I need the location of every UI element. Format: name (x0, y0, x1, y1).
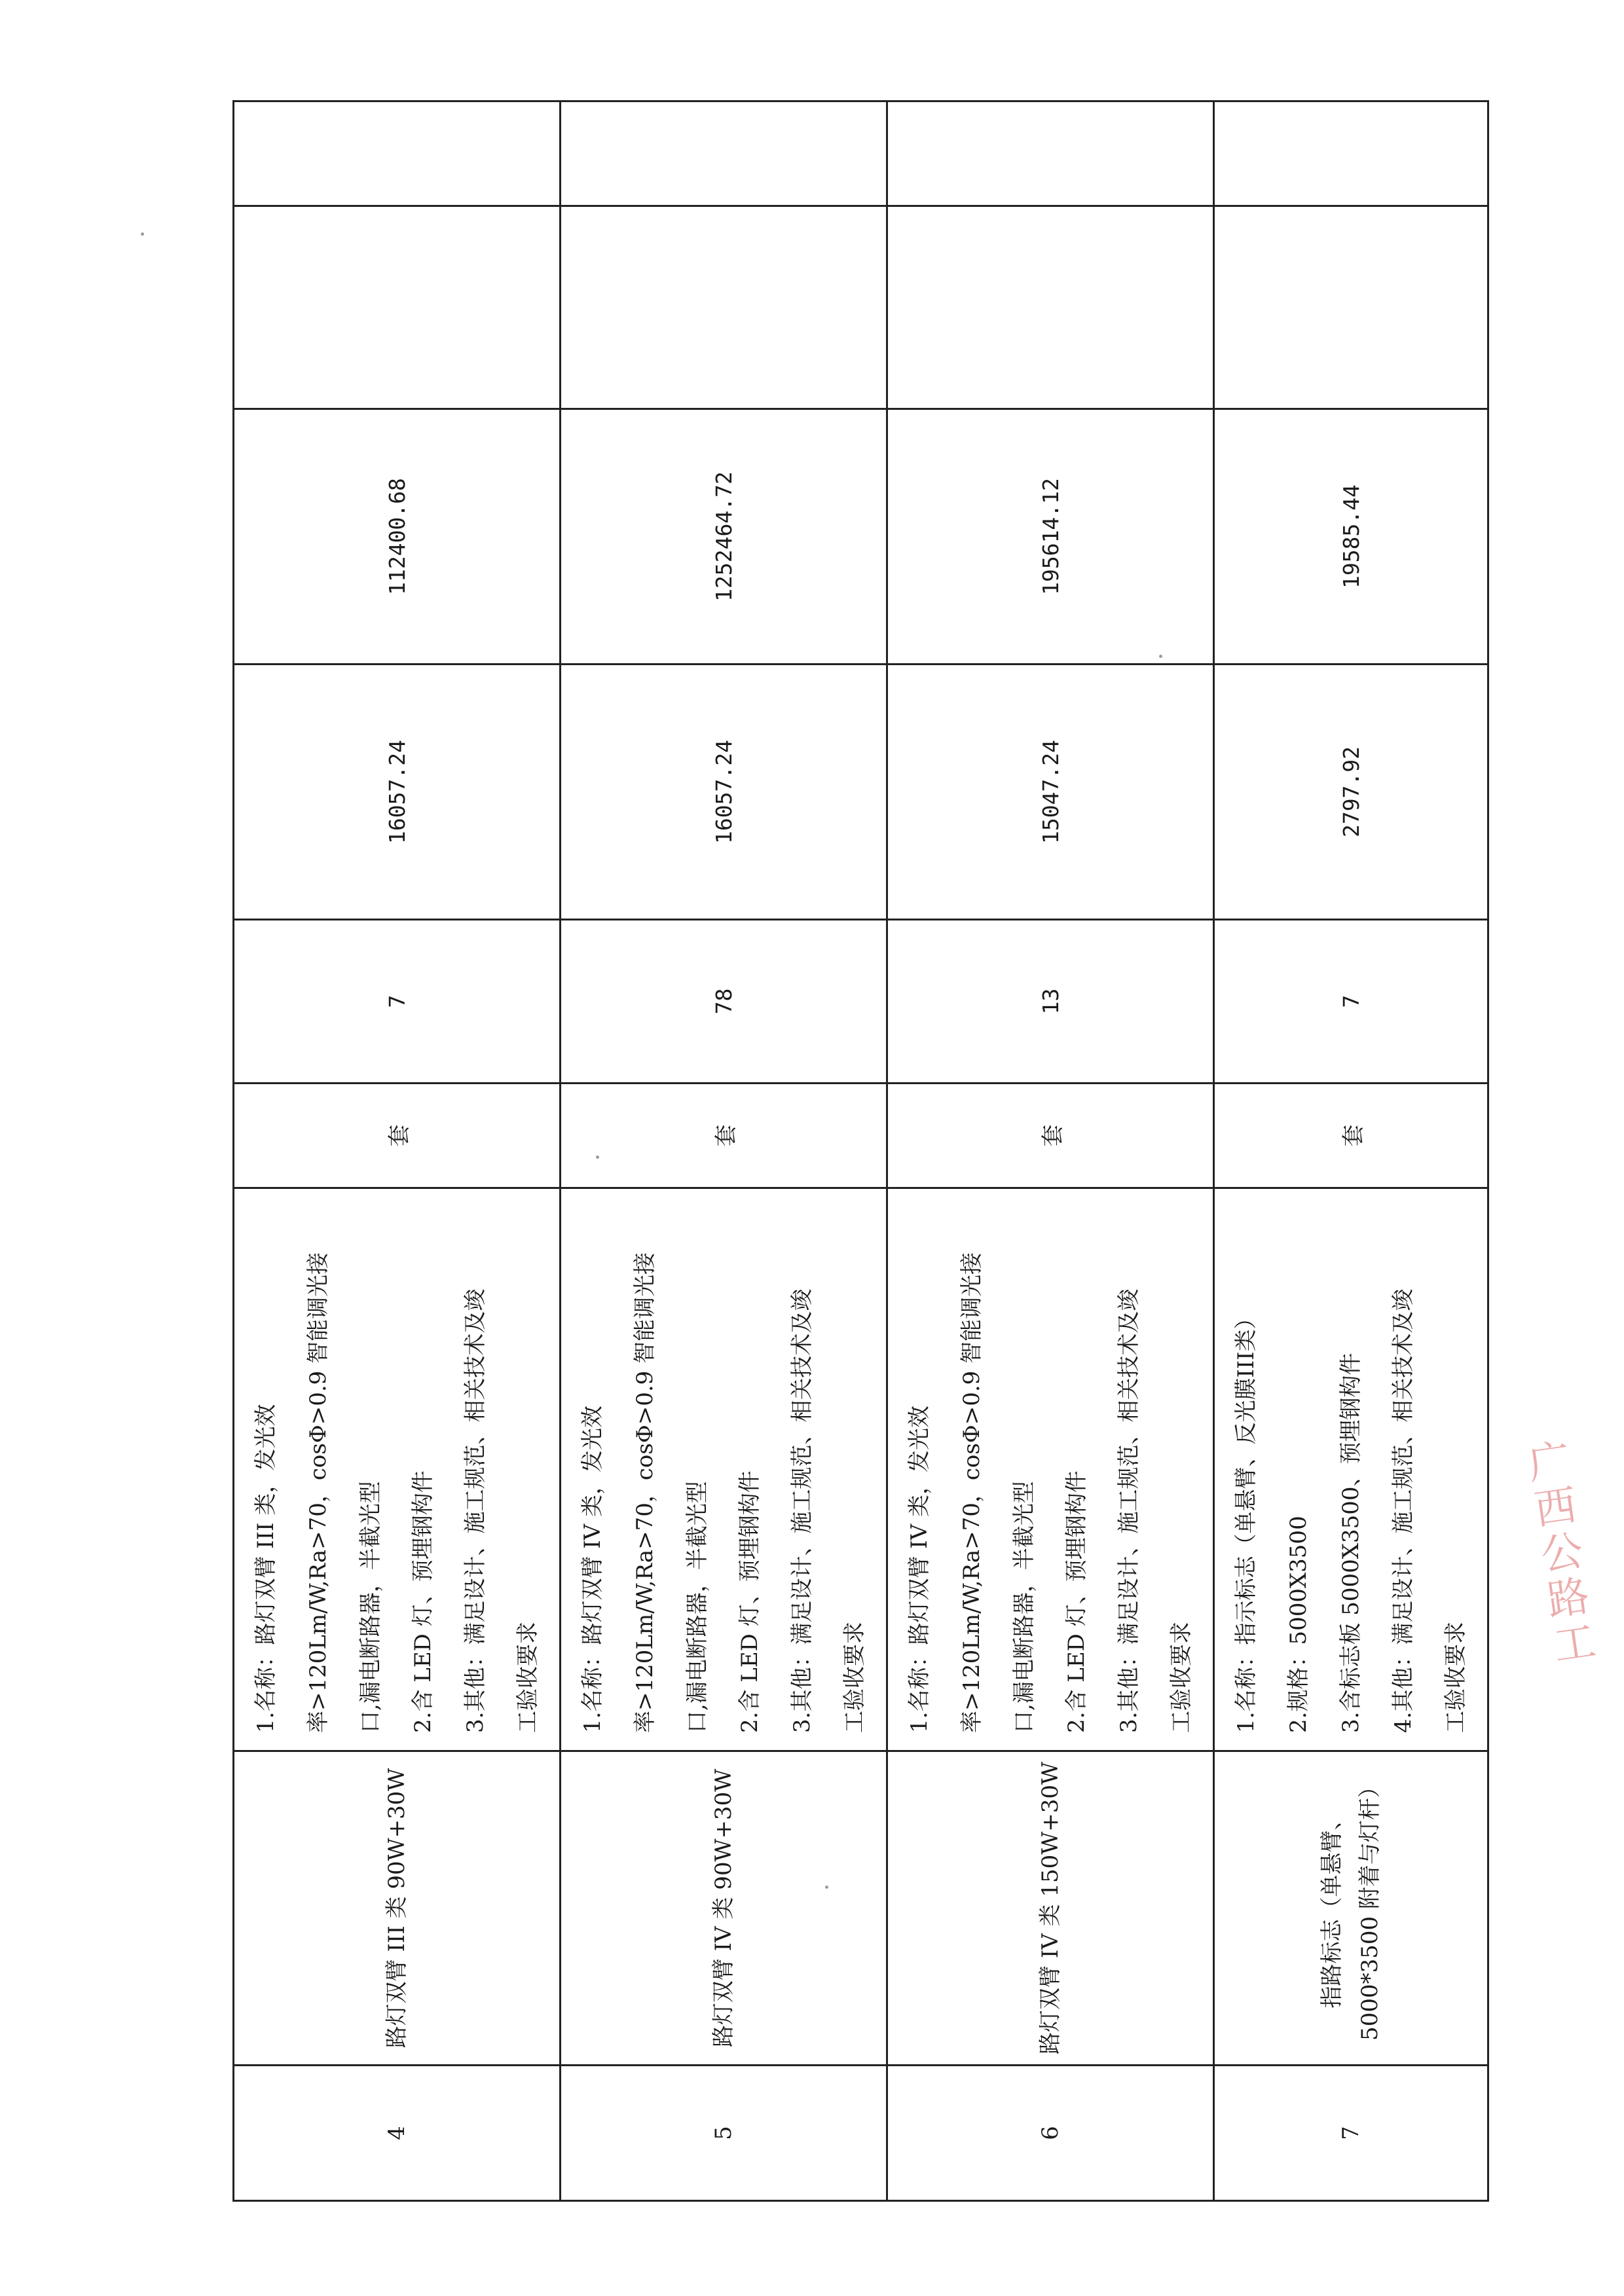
unit-price-cell: 2797.92 (1214, 665, 1488, 920)
item-name-cell (234, 1751, 561, 2066)
empty-cell (234, 206, 561, 409)
item-spec-line: 3.其他：满足设计、施工规范、相关技术及竣 (462, 1288, 489, 1733)
total-price-cell: 1252464.72 (561, 409, 887, 665)
item-spec-cell (234, 1188, 561, 1751)
quantity-cell: 7 (234, 920, 561, 1084)
red-seal-stamp: 广西公路工 (1518, 1436, 1598, 1671)
quantity-cell: 78 (561, 920, 887, 1084)
item-spec-line: 2.含 LED 灯、预埋钢构件 (737, 1470, 763, 1733)
item-name-line: 路灯双臂 IV 类 90W+30W (710, 1768, 737, 2048)
item-spec-line: 1.名称：路灯双臂 IV 类，发光效 (580, 1405, 606, 1733)
item-spec-line: 3.含标志板 5000X3500、预埋钢构件 (1338, 1353, 1364, 1733)
empty-cell (887, 101, 1214, 206)
scan-speck (1159, 655, 1162, 658)
scan-speck (596, 1156, 599, 1159)
quote-table (232, 100, 1489, 2202)
item-spec-line: 3.其他：满足设计、施工规范、相关技术及竣 (1116, 1288, 1142, 1733)
table-row (234, 101, 561, 2201)
rotated-quote-table-container (232, 102, 1469, 2202)
item-spec-line: 口,漏电断路器，半截光型 (358, 1481, 384, 1733)
item-name-line: 路灯双臂 IV 类 150W+30W (1037, 1762, 1063, 2054)
unit-price-cell: 15047.24 (887, 665, 1214, 920)
total-price-cell: 195614.12 (887, 409, 1214, 665)
item-spec-line: 工验收要求 (1443, 1622, 1469, 1733)
row-number-cell: 5 (561, 2066, 887, 2201)
item-name-cell (561, 1751, 887, 2066)
item-spec-line: 2.含 LED 灯、预埋钢构件 (410, 1470, 436, 1733)
item-spec-line: 口,漏电断路器，半截光型 (1011, 1481, 1037, 1733)
item-spec-line: 口,漏电断路器，半截光型 (684, 1481, 710, 1733)
item-spec-line: 率>120Lm/W,Ra>70，cosΦ>0.9 智能调光接 (959, 1252, 985, 1733)
item-name-line: 5000*3500 附着与灯杆） (1357, 1776, 1383, 2041)
item-spec-line: 2.含 LED 灯、预埋钢构件 (1063, 1470, 1090, 1733)
item-name-cell (1214, 1751, 1488, 2066)
empty-cell (234, 101, 561, 206)
item-name-cell (887, 1751, 1214, 2066)
unit-cell: 套 (561, 1084, 887, 1188)
item-spec-line: 2.规格：5000X3500 (1285, 1516, 1312, 1733)
table-row (887, 101, 1214, 2201)
unit-cell: 套 (234, 1084, 561, 1188)
total-price-cell: 19585.44 (1214, 409, 1488, 665)
item-spec-line: 率>120Lm/W,Ra>70，cosΦ>0.9 智能调光接 (632, 1252, 658, 1733)
item-spec-line: 率>120Lm/W,Ra>70，cosΦ>0.9 智能调光接 (305, 1252, 331, 1733)
item-name-line: 指路标志（单悬臂、 (1319, 1808, 1345, 2009)
row-number-cell: 6 (887, 2066, 1214, 2201)
item-spec-line: 1.名称：路灯双臂 III 类，发光效 (253, 1404, 279, 1733)
empty-cell (887, 206, 1214, 409)
item-spec-line: 工验收要求 (515, 1622, 541, 1733)
empty-cell (1214, 101, 1488, 206)
scan-speck (141, 232, 144, 236)
unit-price-cell: 16057.24 (561, 665, 887, 920)
item-spec-cell (1214, 1188, 1488, 1751)
table-row (561, 101, 887, 2201)
row-number-cell: 7 (1214, 2066, 1488, 2201)
total-price-cell: 112400.68 (234, 409, 561, 665)
unit-cell: 套 (887, 1084, 1214, 1188)
empty-cell (1214, 206, 1488, 409)
item-spec-line: 1.名称：指示标志（单悬臂、反光膜III类） (1233, 1307, 1259, 1733)
item-spec-line: 工验收要求 (1168, 1622, 1194, 1733)
item-spec-line: 工验收要求 (841, 1622, 868, 1733)
scan-speck (825, 1886, 828, 1889)
quantity-cell: 13 (887, 920, 1214, 1084)
quantity-cell: 7 (1214, 920, 1488, 1084)
unit-cell: 套 (1214, 1084, 1488, 1188)
item-spec-cell (887, 1188, 1214, 1751)
item-name-line: 路灯双臂 III 类 90W+30W (384, 1768, 410, 2049)
item-spec-line: 1.名称：路灯双臂 IV 类，发光效 (906, 1405, 932, 1733)
item-spec-line: 4.其他：满足设计、施工规范、相关技术及竣 (1390, 1288, 1416, 1733)
empty-cell (561, 101, 887, 206)
empty-cell (561, 206, 887, 409)
item-spec-cell (561, 1188, 887, 1751)
table-row (1214, 101, 1488, 2201)
unit-price-cell: 16057.24 (234, 665, 561, 920)
row-number-cell: 4 (234, 2066, 561, 2201)
item-spec-line: 3.其他：满足设计、施工规范、相关技术及竣 (789, 1288, 815, 1733)
